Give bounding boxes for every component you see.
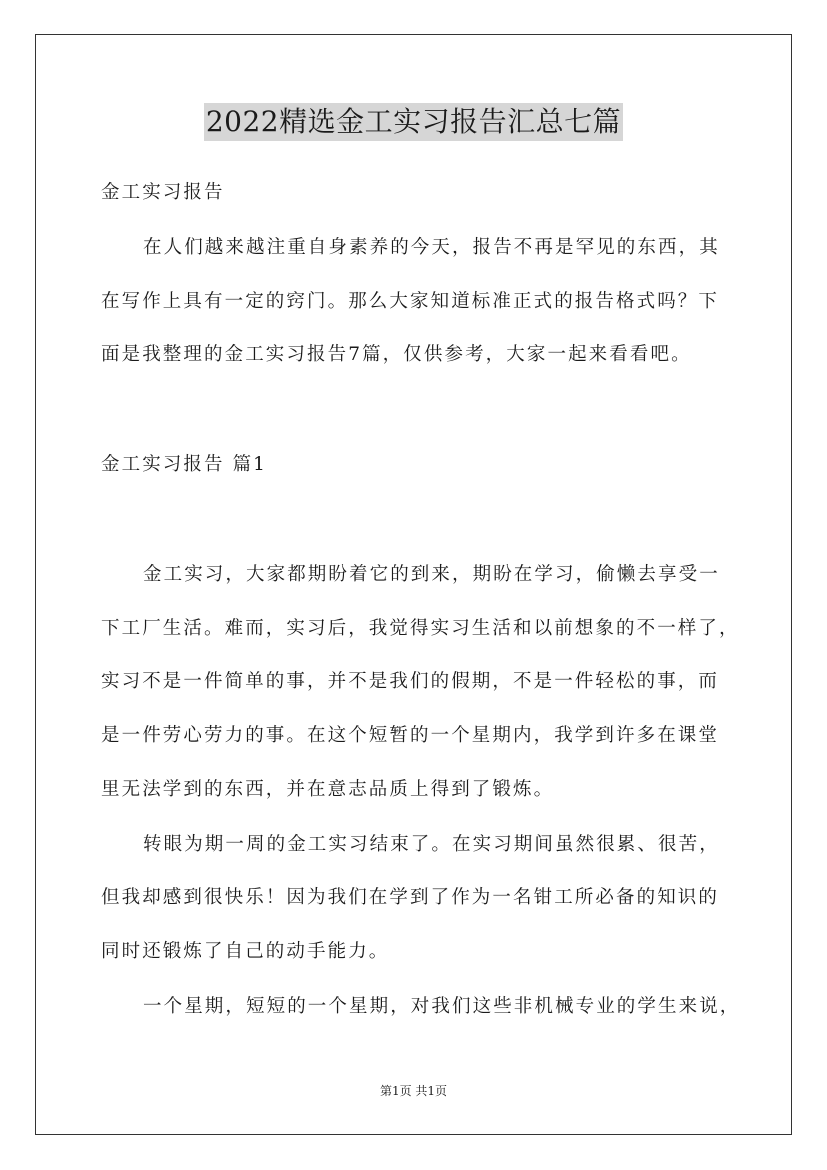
- para1-line-4: 是一件劳心劳力的事。在这个短暂的一个星期内，我学到许多在课堂: [101, 725, 720, 746]
- intro-line-1: 在人们越来越注重自身素养的今天，报告不再是罕见的东西，其: [143, 237, 720, 258]
- intro-line-3: 面是我整理的金工实习报告7篇，仅供参考，大家一起来看看吧。: [101, 344, 692, 365]
- para2-line-2: 但我却感到很快乐！因为我们在学到了作为一名钳工所必备的知识的: [101, 887, 720, 908]
- intro-heading: 金工实习报告: [101, 182, 225, 203]
- para2-line-3: 同时还锻炼了自己的动手能力。: [101, 941, 390, 962]
- document-title: 2022精选金工实习报告汇总七篇: [204, 103, 623, 141]
- intro-line-2: 在写作上具有一定的窍门。那么大家知道标准正式的报告格式吗？下: [101, 291, 720, 312]
- para1-line-1: 金工实习，大家都期盼着它的到来，期盼在学习，偷懒去享受一: [143, 564, 720, 585]
- para1-line-3: 实习不是一件简单的事，并不是我们的假期，不是一件轻松的事，而: [101, 671, 720, 692]
- section-heading: 金工实习报告 篇1: [101, 454, 268, 475]
- title-container: [0, 103, 827, 141]
- para3-line-1: 一个星期，短短的一个星期，对我们这些非机械专业的学生来说，: [143, 996, 741, 1017]
- para1-line-5: 里无法学到的东西，并在意志品质上得到了锻炼。: [101, 779, 555, 800]
- para2-line-1: 转眼为期一周的金工实习结束了。在实习期间虽然很累、很苦，: [143, 834, 720, 855]
- para1-line-2: 下工厂生活。难而，实习后，我觉得实习生活和以前想象的不一样了，: [101, 618, 740, 639]
- page-footer: 第1页 共1页: [379, 1084, 448, 1098]
